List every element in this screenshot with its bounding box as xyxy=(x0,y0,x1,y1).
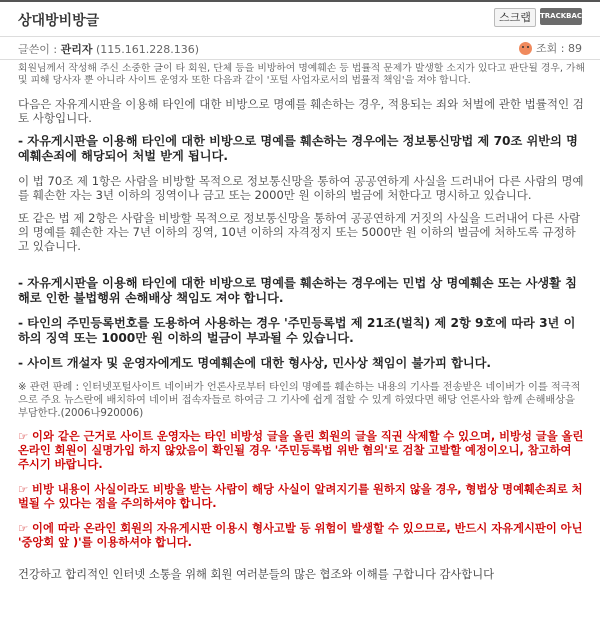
post-title: 상대방비방글 xyxy=(18,13,100,29)
view-count xyxy=(519,40,582,56)
smiley-face-icon xyxy=(519,42,532,55)
views-label: 조회 : 89 xyxy=(536,42,582,55)
author-name: 관리자 xyxy=(60,43,93,56)
warning-board-notice: ☞ 이에 따라 온라인 회원의 자유게시판 이용시 형사고발 등 위험이 발생할 수 있으므로, 반드시 자유게시판이 아닌 '중앙회 앞 )'를 이용하셔야 합니다. xyxy=(18,522,583,549)
paragraph-article-2: 또 같은 법 제 2항은 사람을 비방할 목적으로 정보통신망을 통하여 공공연하게 거짓의 사실을 드러내어 다른 사람의 명예를 훼손한 자는 7년 이하의 징역, 10년 이하의 자격정지 또는 5000만 원 이하의 벌금에 처하도록 규정하고 있습니다. xyxy=(18,211,581,253)
author-ip: (115.161.228.136) xyxy=(92,43,200,56)
closing-message: 건강하고 합리적인 인터넷 소통을 위해 회원 여러분들의 많은 협조와 이해를 구합니다 감사합니다 xyxy=(18,568,495,581)
trackback-button[interactable]: TRACKBACK xyxy=(540,8,582,25)
paragraph-overview: 다음은 자유게시판을 이용해 타인에 대한 비방으로 명예를 훼손하는 경우, 적용되는 죄와 처벌에 관한 법률적인 검토 사항입니다. xyxy=(18,97,584,125)
paragraph-article-1: 이 법 70조 제 1항은 사람을 비방할 목적으로 정보통신망을 통하여 공공연하게 사실을 드러내어 다른 사람의 명예를 훼손한 자는 3년 이하의 징역이나 금고 또는 2000만 원 이하의 벌금에 처한다고 명시하고 있습니다. xyxy=(18,174,584,202)
warning-delete-notice: ☞ 이와 같은 근거로 사이트 운영자는 타인 비방성 글을 올린 회원의 글을 직권 삭제할 수 있으며, 비방성 글을 올린 온라인 회원이 실명가입 하지 않았음이 확인될 경우 '주민등록법 위반 혐의'로 검찰 고발할 예정이오니, 참고하여 주시기 바랍니다. xyxy=(18,430,584,471)
warning-truth-notice: ☞ 비방 내용이 사실이라도 비방을 받는 사람이 해당 사실이 알려지기를 원하지 않을 경우, 형법상 명예훼손죄로 처벌될 수 있다는 점을 주의하셔야 합니다. xyxy=(18,483,583,510)
post-content xyxy=(18,63,586,582)
operator-liability-heading: - 사이트 개설자 및 운영자에게도 명예훼손에 대한 형사상, 민사상 책임이 불가피 합니다. xyxy=(18,356,492,370)
author-label: 글쓴이 : xyxy=(18,43,61,56)
precedent-reference: ※ 관련 판례 : 인터넷포털사이트 네이버가 언론사로부터 타인의 명예를 훼손하는 내용의 기사를 전송받은 네이버가 이를 적극적으로 주요 뉴스란에 배치하여 네이버 접속자들로 하여금 그 기사에 쉽게 접할 수 있게 하였다면 해당 언론사와 함께 손해배상을 부담한다.(2006나920006) xyxy=(18,382,581,419)
resident-number-heading: - 타인의 주민등록번호를 도용하여 사용하는 경우 '주민등록법 제 21조(벌칙) 제 2항 9호에 따라 3년 이하의 징역 또는 1000만 원 이하의 벌금이 부과될 수 있습니다. xyxy=(18,316,576,345)
civil-liability-heading: - 자유게시판을 이용해 타인에 대한 비방으로 명예를 훼손하는 경우에는 민법 상 명예훼손 또는 사생활 침해로 인한 불법행위 손해배상 책임도 져야 합니다. xyxy=(18,276,577,305)
scrap-button[interactable]: 스크랩 xyxy=(494,8,536,27)
defamation-law-heading: - 자유게시판을 이용해 타인에 대한 비방으로 명예를 훼손하는 경우에는 정보통신망법 제 70조 위반의 명예훼손죄에 해당되어 처벌 받게 됩니다. xyxy=(18,134,578,163)
author-info xyxy=(18,41,199,57)
post-meta xyxy=(0,35,600,60)
post-header xyxy=(0,0,600,37)
intro-notice: 회원님께서 작성해 주신 소중한 글이 타 회원, 단체 등을 비방하여 명예훼손 등 법률적 문제가 발생할 소지가 있다고 판단될 경우, 가해 및 피해 당사자 뿐 아니라 사이트 운영자 또한 다음과 같이 '포털 사업자로서의 법률적 책임'을 져야 합니다. xyxy=(18,63,585,86)
